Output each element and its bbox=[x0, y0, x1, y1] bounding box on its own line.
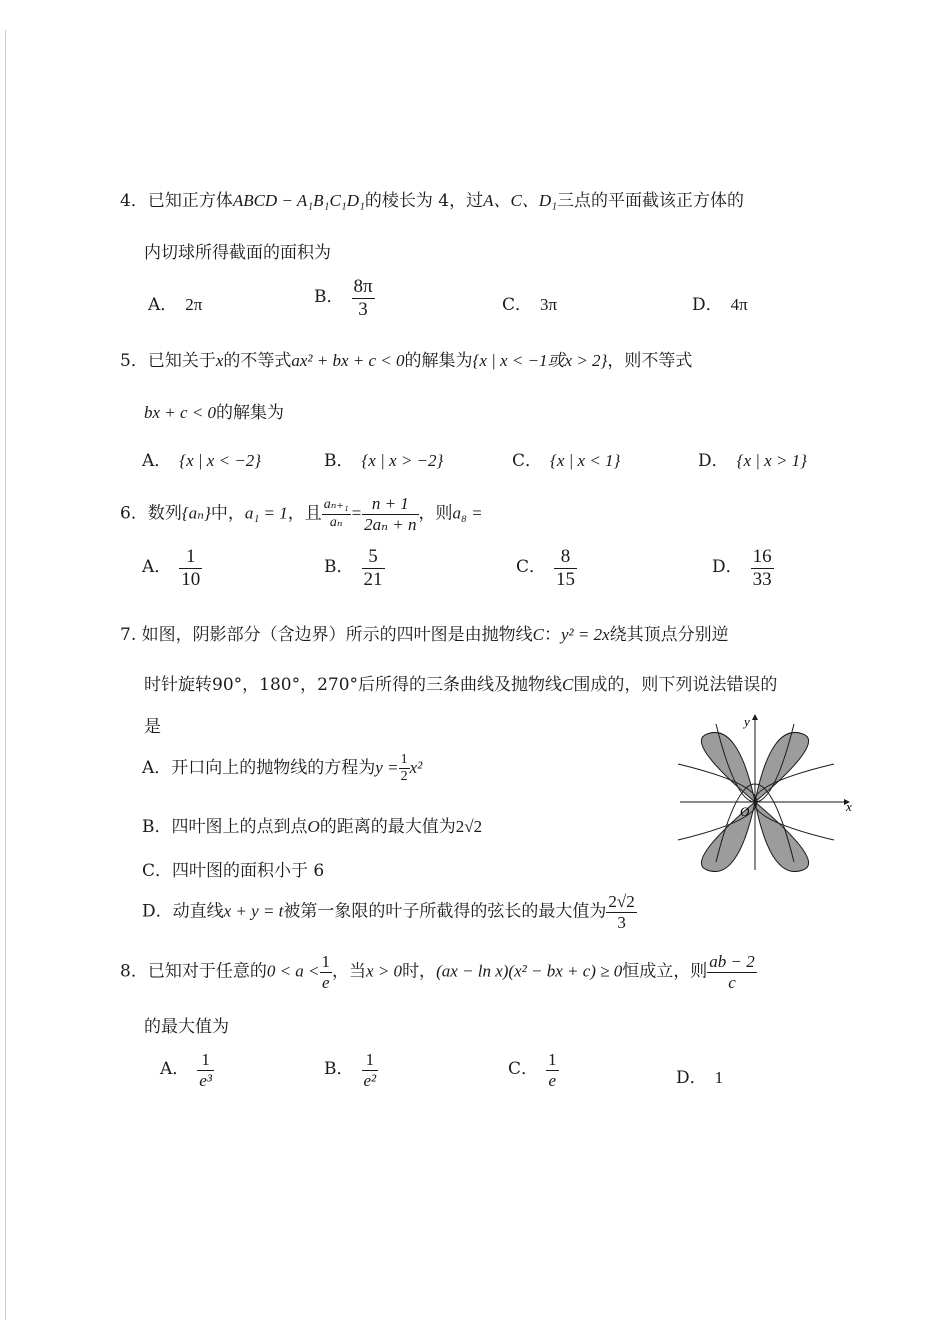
q6-line1: 6．数列{aₙ}中，a₁ = 1，且 $\frac{\text{aₙ₊₁}}{\text{aₙ}}$ = $\frac{n + 1}{\text{2aₙ + n}}$ ，则a₈ = bbox=[120, 494, 483, 534]
q6-option-b[interactable]: B． $\frac{5}{21}$ bbox=[324, 546, 383, 590]
plane-points: A、C、D₁ bbox=[483, 191, 558, 210]
q8-line1: 8．已知对于任意的0 < a < $\frac{1}{e}$ ，当x > 0时，(ax − ln x)(x² − bx + c) ≥ 0恒成立，则 $\frac{ab - 2}{c}$ bbox=[120, 952, 755, 992]
q6-option-d[interactable]: D． $\frac{16}{33}$ bbox=[712, 546, 772, 590]
q8-option-b[interactable]: B． $\frac{1}{\text{e²}}$ bbox=[324, 1050, 377, 1090]
q6-option-c[interactable]: C． $\frac{8}{15}$ bbox=[516, 546, 576, 590]
q8-option-d[interactable]: D． 1 bbox=[676, 1068, 724, 1088]
q4-number: 4． bbox=[120, 191, 148, 211]
q4-line1: 4．已知正方体ABCD − A₁B₁C₁D₁的棱长为 4，过A、C、D₁三点的平面截该正方体的 bbox=[120, 191, 745, 211]
y-axis-label: y bbox=[744, 714, 750, 729]
recurrence-lhs: $\frac{\text{aₙ₊₁}}{\text{aₙ}}$ bbox=[323, 497, 349, 530]
q5-option-a[interactable]: A． {x | x < −2} bbox=[142, 451, 262, 471]
q7-option-b[interactable]: B．四叶图上的点到点O的距离的最大值为2√2 bbox=[142, 817, 483, 837]
q5-line1: 5．已知关于x的不等式ax² + bx + c < 0的解集为{x | x < −1或x > 2}，则不等式 bbox=[120, 351, 693, 371]
q5-option-b[interactable]: B． {x | x > −2} bbox=[324, 451, 444, 471]
recurrence-rhs: $\frac{n + 1}{\text{2aₙ + n}}$ bbox=[364, 494, 417, 534]
q4-option-b[interactable]: B． $\frac{8\pi}{3}$ bbox=[314, 276, 373, 320]
parabola-curves bbox=[678, 724, 834, 862]
q7-option-d[interactable]: D．动直线x + y = t被第一象限的叶子所截得的弦长的最大值为 $\frac{2√2}{3}$ bbox=[142, 892, 635, 932]
x-axis-label: x bbox=[846, 799, 852, 814]
page-edge-line bbox=[5, 30, 6, 1320]
q4-option-c[interactable]: C． 3π bbox=[502, 295, 558, 315]
q8-option-a[interactable]: A． $\frac{1}{\text{e³}}$ bbox=[160, 1050, 212, 1090]
solution-set: {x | x < −1或x > 2} bbox=[472, 351, 608, 370]
q7-line3: 是 bbox=[144, 717, 161, 737]
y-axis-arrow bbox=[752, 714, 758, 720]
q4-line2: 内切球所得截面的面积为 bbox=[144, 243, 331, 263]
q4-option-d[interactable]: D． 4π bbox=[692, 295, 748, 315]
q5-line2: bx + c < 0的解集为 bbox=[144, 403, 285, 423]
quadratic-inequality: ax² + bx + c < 0 bbox=[291, 351, 405, 370]
four-leaf-figure bbox=[676, 712, 854, 872]
q5-option-d[interactable]: D． {x | x > 1} bbox=[698, 451, 807, 471]
q4-option-a[interactable]: A． 2π bbox=[148, 295, 203, 315]
parabola-equation: y² = 2x bbox=[560, 625, 610, 644]
q6-option-a[interactable]: A． $\frac{1}{10}$ bbox=[142, 546, 201, 590]
cube-name: ABCD − A₁B₁C₁D₁ bbox=[232, 191, 365, 210]
q7-line2: 时针旋转90°，180°，270°后所得的三条曲线及抛物线C围成的，则下列说法错误的 bbox=[144, 675, 778, 695]
q7-option-c[interactable]: C．四叶图的面积小于 6 bbox=[142, 861, 325, 881]
q8-line2: 的最大值为 bbox=[144, 1017, 229, 1037]
q7-line1: 7. 如图，阴影部分（含边界）所示的四叶图是由抛物线C：y² = 2x绕其顶点分别逆 bbox=[120, 625, 729, 645]
origin-label: O bbox=[740, 804, 750, 819]
q5-option-c[interactable]: C． {x | x < 1} bbox=[512, 451, 621, 471]
product-inequality: (ax − ln x)(x² − bx + c) ≥ 0 bbox=[436, 961, 623, 981]
q7-option-a[interactable]: A．开口向上的抛物线的方程为y = $\frac{1}{2}$ x² bbox=[142, 752, 423, 785]
q8-option-c[interactable]: C． $\frac{1}{e}$ bbox=[508, 1050, 557, 1090]
